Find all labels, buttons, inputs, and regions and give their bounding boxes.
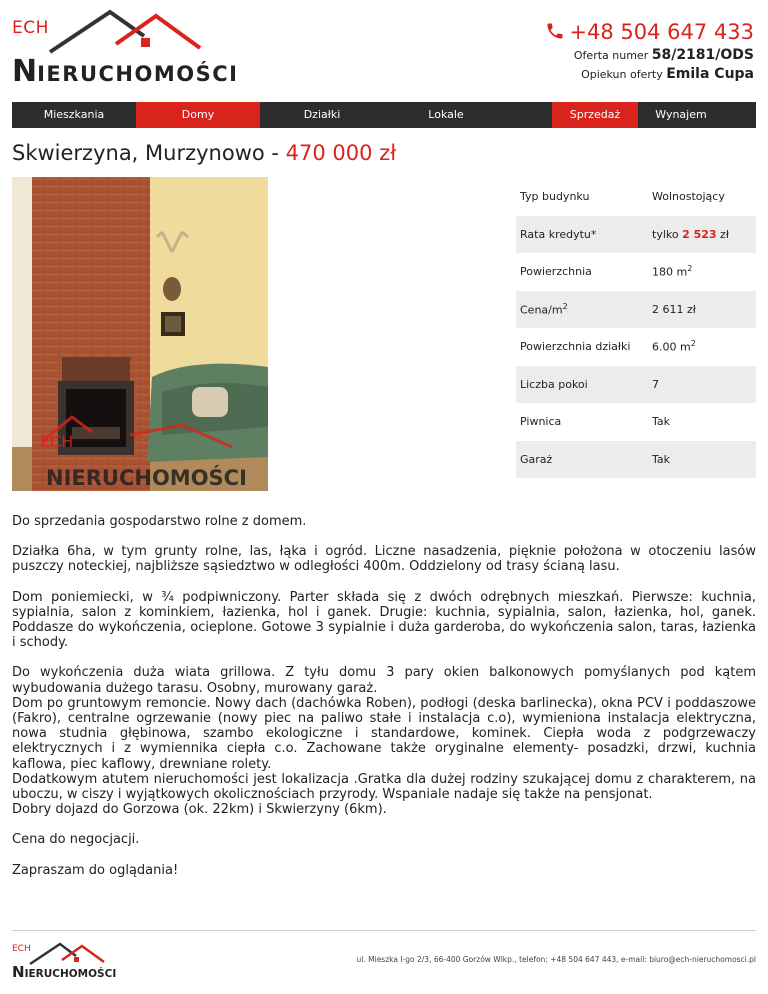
- listing-photo[interactable]: [12, 177, 268, 491]
- nav-lokale[interactable]: Lokale: [428, 108, 464, 121]
- footer-divider: [12, 930, 756, 931]
- offer-number-line: Oferta numer 58/2181/ODS: [573, 47, 754, 63]
- spec-row-typ-budynku: Typ budynku Wolnostojący: [520, 190, 725, 204]
- property-specs: [516, 178, 756, 478]
- nav-dzialki[interactable]: Działki: [303, 108, 341, 121]
- offer-number: 58/2181/ODS: [651, 47, 754, 63]
- nav-domy[interactable]: Domy: [136, 102, 260, 128]
- footer-logo-name: NIERUCHOMOŚCI: [12, 963, 117, 981]
- agent-line: Opiekun oferty Emila Cupa: [581, 66, 754, 82]
- listing-location: Skwierzyna, Murzynowo -: [12, 141, 286, 165]
- footer-logo[interactable]: [10, 940, 117, 982]
- phone-icon: [545, 21, 565, 41]
- logo-name: NIERUCHOMOŚCI: [12, 54, 239, 89]
- listing-title: [12, 141, 396, 165]
- spec-row-powierzchnia: Powierzchnia 180 $m^2$: [520, 264, 693, 280]
- svg-text:NIERUCHOMOŚCI: NIERUCHOMOŚCI: [46, 466, 247, 490]
- footer-logo-ech: ECH: [12, 944, 31, 954]
- spec-row-powierzchnia-dzialki: Powierzchnia działki 6.00 $m^2$: [520, 339, 696, 355]
- svg-text:ECH: ECH: [40, 432, 74, 451]
- company-logo[interactable]: [12, 8, 239, 89]
- spec-row-rata-kredytu: Rata kredytu* tylko 2 523 zł: [516, 216, 756, 254]
- footer-contact-text: ul. Mieszka I-go 2/3, 66-400 Gorzów Wlkp., telefon: +48 504 647 443, e-mail: biuro@ech-nieruchomosci.pl: [356, 955, 756, 964]
- agent-name: Emila Cupa: [666, 66, 754, 82]
- nav-mieszkania[interactable]: Mieszkania: [43, 108, 105, 121]
- phone-number[interactable]: +48 504 647 433: [545, 20, 754, 44]
- nav-spacer: [508, 102, 552, 128]
- spec-row-garaz: Garaż Tak: [516, 441, 756, 479]
- description-paragraph: Do wykończenia duża wiata grillowa. Z tyłu domu 3 pary okien balkonowych pomyślanych pod kątem wybudowania dużego tarasu. Osobny, murowany garaż. Dom po gruntowym remoncie. Nowy dach (dachówka Roben), podłogi (deska barlinecka), okna PCV i poddaszowe (Fakro), centralne ogrzewanie (nowy piec na paliwo stałe i instalacja c.o), wymieniona instalacja elektryczna, nowa studnia głębinowa, szambo ekologiczne i standardowe, kominek. Ciepła woda z podgrzewaczy elektrycznych i z wymiennika ciepła c.o. Zachowane także oryginalne elementy- posadzki, drzwi, kuchnia kaflowa, piec kaflowy, drewniane rolety. Dodatkowym atutem nieruchomości jest lokalizacja .Gratka dla dużej rodziny szukającej domu z charakterem, na uboczu, w ciszy i wyjątkowych okolicznościach przyrody. Wspaniale nadaje się także na pensjonat. Dobry dojazd do Gorzowa (ok. 22km) i Skwierzyny (6km).: [12, 665, 756, 818]
- spec-row-cena-m2: Cena/$m^2$ 2 611 zł: [516, 291, 756, 329]
- living-room-fireplace-image: [12, 177, 268, 491]
- description-paragraph: Działka 6ha, w tym grunty rolne, las, łąka i ogród. Liczne nasadzenia, pięknie położona w otoczeniu lasów puszczy noteckiej, najbliższe sąsiedztwo w odległości 400m. Oddzielony od trasy ścianą lasu.: [12, 544, 756, 575]
- description-paragraph: Dom poniemiecki, w ¾ podpiwniczony. Parter składa się z dwóch odrębnych mieszkań. Pierwsze: kuchnia, sypialnia, salon z kominkiem, łazienka, hol i ganek. Drugie: kuchnia, sypialnia, salon, łazienka, hol, ganek. Poddasze do wykończenia, ocieplone. Gotowe 3 sypialnie i duża garderoba, do wykończenia salon, taras, łazienka i schody.: [12, 589, 756, 651]
- main-nav: [12, 102, 756, 128]
- spec-row-liczba-pokoi: Liczba pokoi 7: [516, 366, 756, 404]
- contact-block: [545, 20, 754, 82]
- logo-ech-text: ECH: [12, 18, 49, 38]
- description-paragraph: Do sprzedania gospodarstwo rolne z domem.: [12, 514, 307, 529]
- nav-wynajem[interactable]: Wynajem: [655, 108, 707, 121]
- spec-row-piwnica: Piwnica Tak: [520, 415, 671, 429]
- listing-price: 470 000 zł: [285, 141, 397, 165]
- listing-description: [12, 514, 756, 893]
- nav-sprzedaz[interactable]: Sprzedaż: [552, 102, 638, 128]
- description-paragraph: Cena do negocjacji.: [12, 832, 140, 848]
- description-paragraph: Zapraszam do oglądania!: [12, 862, 179, 878]
